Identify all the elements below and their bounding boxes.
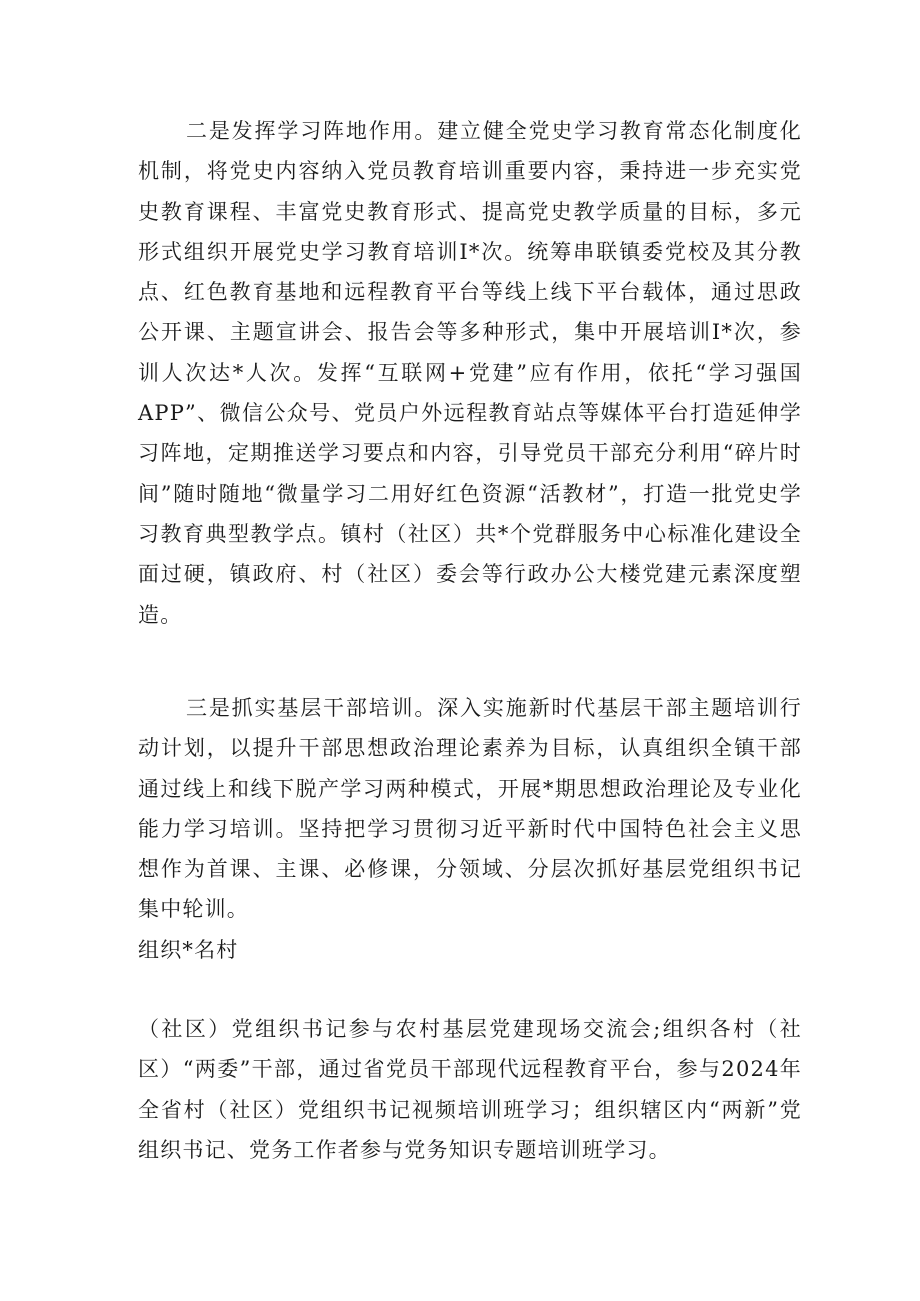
paragraph-community-secretaries: （社区）党组织书记参与农村基层党建现场交流会;组织各村（社区）“两委”干部，通过省党员干部现代远程教育平台，参与2024年全省村（社区）党组织书记视频培训班学习；组织辖区内“两新”党组织书记、党务工作者参与党务知识专题培训班学习。: [138, 1017, 803, 1162]
paragraph-study-positions: 二是发挥学习阵地作用。建立健全党史学习教育常态化制度化机制，将党史内容纳入党员教育培训重要内容，秉持进一步充实党史教育课程、丰富党史教育形式、提高党史教学质量的目标，多元形式组织开展党史学习教育培训I*次。统筹串联镇委党校及其分教点、红色教育基地和远程教育平台等线上线下平台载体，通过思政公开课、主题宣讲会、报告会等多种形式，集中开展培训I*次，参训人次达*人次。发挥“互联网+党建”应有作用，依托“学习强国APP”、微信公众号、党员户外远程教育站点等媒体平台打造延伸学习阵地，定期推送学习要点和内容，引导党员干部充分利用“碎片时间”随时随地“微量学习二用好红色资源“活教材”，打造一批党史学习教育典型教学点。镇村（社区）共*个党群服务中心标准化建设全面过硬，镇政府、村（社区）委会等行政办公大楼党建元素深度塑造。: [138, 119, 802, 627]
paragraph-fragment-organize: 组织*名村: [138, 938, 239, 962]
paragraph-cadre-training: 三是抓实基层干部培训。深入实施新时代基层干部主题培训行动计划，以提升干部思想政治理论素养为目标，认真组织全镇干部通过线上和线下脱产学习两种模式，开展*期思想政治理论及专业化能力学习培训。坚持把学习贯彻习近平新时代中国特色社会主义思想作为首课、主课、必修课，分领域、分层次抓好基层党组织书记集中轮训。: [138, 696, 802, 922]
